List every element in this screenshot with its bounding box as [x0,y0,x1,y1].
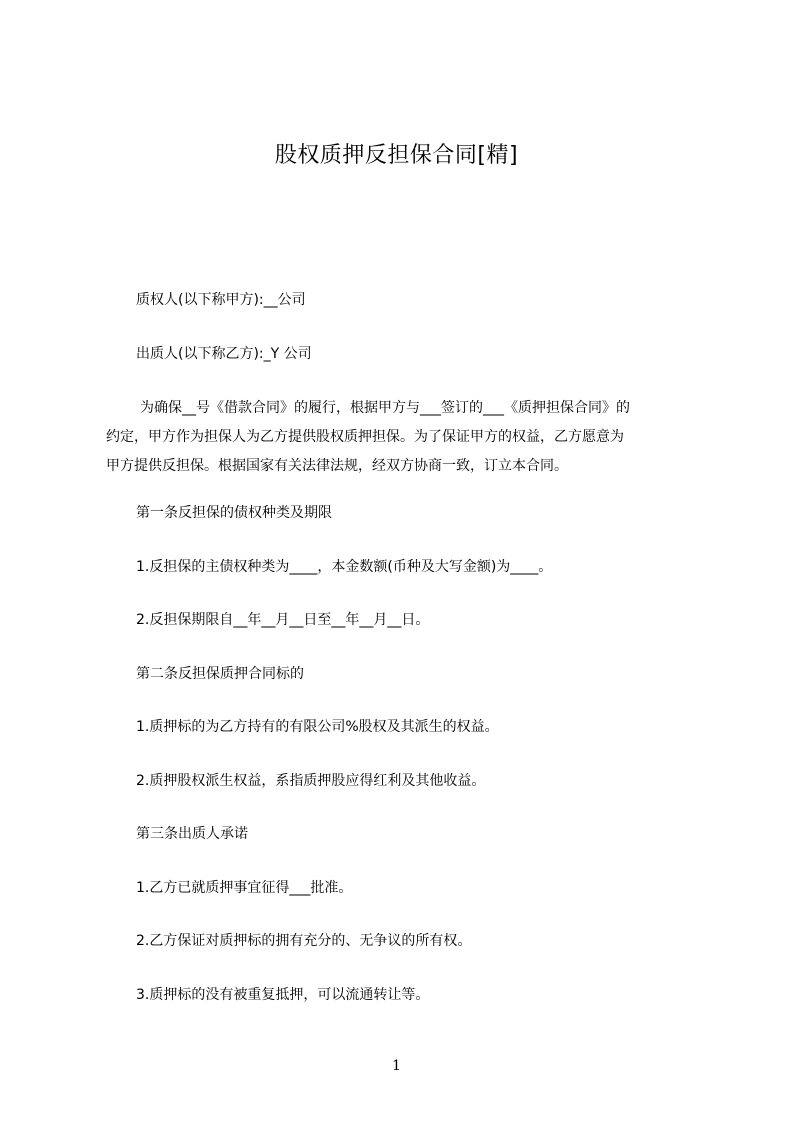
pledgee-line: 质权人(以下称甲方):__公司 [136,292,306,308]
article-2-heading: 第二条反担保质押合同标的 [136,666,304,682]
page-number: 1 [392,1058,401,1074]
article-3-item-1: 1.乙方已就质押事宜征得___批准。 [136,880,353,896]
article-3-item-3: 3.质押标的没有被重复抵押，可以流通转让等。 [136,987,430,1003]
article-3-item-2: 2.乙方保证对质押标的拥有充分的、无争议的所有权。 [136,933,472,949]
document-title: 股权质押反担保合同[精] [274,143,519,168]
article-2-item-1: 1.质押标的为乙方持有的有限公司%股权及其派生的权益。 [136,719,499,735]
preamble-line-2: 约定，甲方作为担保人为乙方提供股权质押担保。为了保证甲方的权益，乙方愿意为 [106,429,624,445]
article-1-item-1: 1.反担保的主债权种类为____，本金数额(币种及大写金额)为____。 [136,559,553,575]
article-1-item-2: 2.反担保期限自__年__月__日至__年__月__日。 [136,612,430,628]
article-1-heading: 第一条反担保的债权种类及期限 [136,505,332,521]
article-2-item-2: 2.质押股权派生权益，系指质押股应得红利及其他收益。 [136,773,486,789]
pledgor-line: 出质人(以下称乙方):_Y 公司 [136,346,312,362]
preamble-line-3: 甲方提供反担保。根据国家有关法律法规，经双方协商一致，订立本合同。 [106,458,568,474]
preamble-line-1: 为确保__号《借款合同》的履行，根据甲方与___签订的___《质押担保合同》的 [140,400,630,416]
article-3-heading: 第三条出质人承诺 [136,826,248,842]
preamble-paragraph [106,394,704,481]
